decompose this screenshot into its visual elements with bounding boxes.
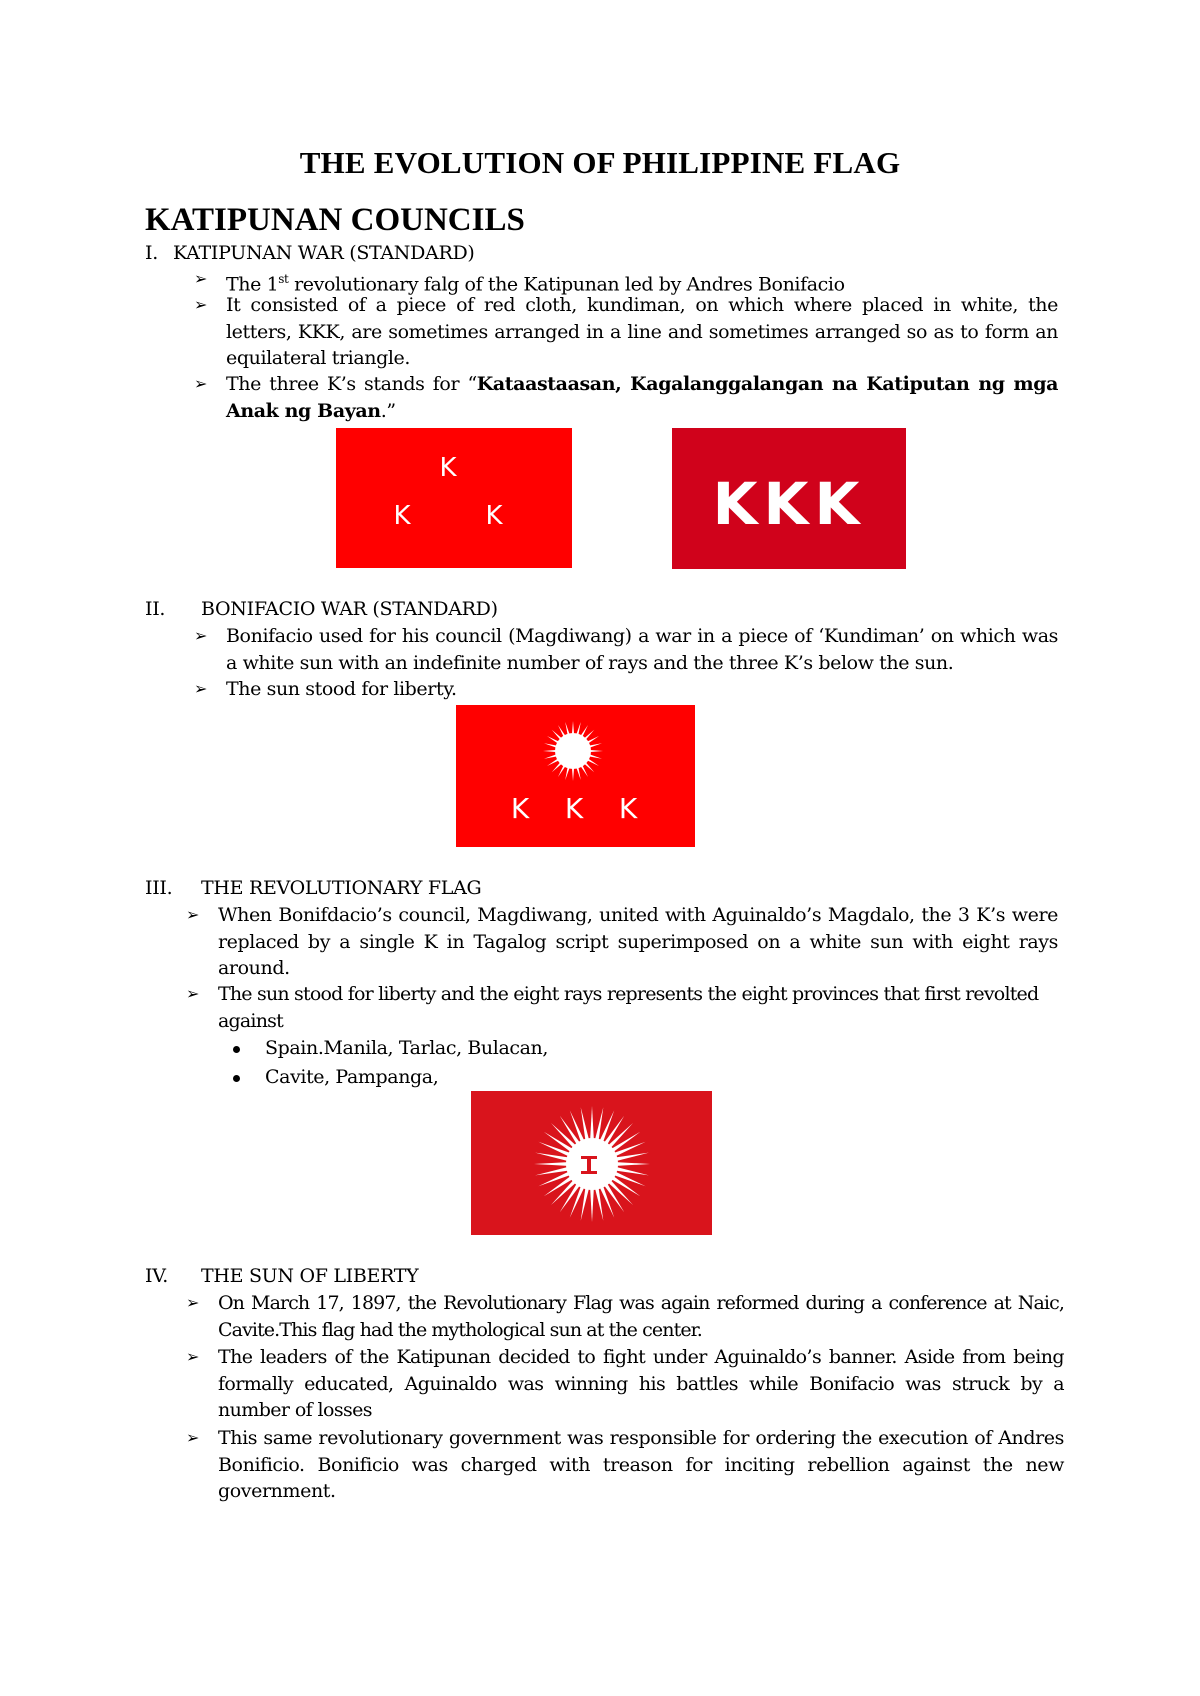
section-title: KATIPUNAN WAR (STANDARD): [173, 242, 475, 264]
bullet-dot-icon: [233, 1046, 240, 1053]
bullet-item: ➢ It consisted of a piece of red cloth, kundiman, on which where placed in white, the letters, KKK, are sometimes arranged in a line and sometimes arranged so as to form an equilateral triangle.: [194, 294, 1058, 369]
flag-letter: K: [510, 792, 530, 825]
arrow-bullet-icon: ➢: [194, 269, 208, 288]
bullet-item: ➢ When Bonifdacio’s council, Magdiwang, united with Aguinaldo’s Magdalo, the 3 K’s were replaced by a single K in Tagalog script superimposed on a white sun with eight rays around.: [186, 904, 1058, 979]
katipunan-line-flag: [672, 428, 906, 569]
sun-disc: [566, 1138, 618, 1190]
arrow-bullet-icon: ➢: [186, 1347, 199, 1366]
bullet-item: ➢ The sun stood for liberty.: [226, 676, 1058, 703]
section-2-heading: [145, 598, 498, 620]
revolutionary-flag: [471, 1091, 712, 1235]
arrow-bullet-icon: ➢: [194, 626, 208, 645]
bullet-item: ➢ The 1st revolutionary falg of the Katipunan led by Andres Bonifacio: [226, 266, 1058, 298]
flag-letter: K: [618, 792, 638, 825]
arrow-bullet-icon: ➢: [194, 374, 208, 393]
arrow-bullet-icon: ➢: [186, 1293, 199, 1312]
section-4-heading: [145, 1265, 418, 1287]
section-title: THE SUN OF LIBERTY: [201, 1265, 419, 1287]
bullet-item: ➢ On March 17, 1897, the Revolutionary Flag was again reformed during a conference at Naic, Cavite.This flag had the mythological sun at the center.: [186, 1292, 1064, 1341]
bullet-item: ➢ The sun stood for liberty and the eight rays represents the eight provinces that first revolted against: [186, 983, 1039, 1032]
flag-letter: K: [485, 501, 503, 531]
arrow-bullet-icon: ➢: [186, 1428, 200, 1447]
bullet-item: ➢ The leaders of the Katipunan decided to fight under Aguinaldo’s banner. Aside from being formally educated, Aguinaldo was winning his battles while Bonifacio was struck by a number of losses: [186, 1346, 1064, 1421]
mythological-sun-icon: [534, 1106, 650, 1222]
arrow-bullet-icon: ➢: [186, 905, 200, 924]
sub-list-item: Cavite, Pampanga,: [265, 1066, 438, 1088]
sun-disc: [555, 733, 591, 769]
sun-icon: [543, 721, 603, 781]
flag-field: [456, 705, 695, 847]
section-number: IV.: [145, 1265, 169, 1287]
flag-field: [336, 428, 572, 568]
flag-letter: K: [564, 792, 584, 825]
section-title: THE REVOLUTIONARY FLAG: [201, 877, 482, 899]
bonifacio-sun-flag: [456, 705, 695, 847]
flag-letter: K: [393, 501, 411, 531]
bullet-item: ➢ This same revolutionary government was responsible for ordering the execution of Andres Bonificio. Bonificio was charged with treason for inciting rebellion against the new government.: [186, 1427, 1064, 1502]
section-1-heading: [145, 242, 475, 264]
section-title: BONIFACIO WAR (STANDARD): [201, 598, 498, 620]
bullet-dot-icon: [233, 1075, 240, 1082]
arrow-bullet-icon: ➢: [186, 984, 199, 1003]
arrow-bullet-icon: ➢: [194, 679, 208, 698]
section-number: III.: [145, 877, 173, 899]
bullet-item: ➢ The three K’s stands for “Kataastaasan, Kagalanggalangan na Katiputan ng mga Anak ng Bayan.”: [194, 373, 1058, 422]
section-heading: KATIPUNAN COUNCILS: [145, 202, 525, 238]
section-number: II.: [145, 598, 166, 620]
katipunan-triangle-flag: [336, 428, 572, 568]
section-number: I.: [145, 242, 158, 264]
arrow-bullet-icon: ➢: [194, 295, 208, 314]
section-3-heading: [145, 877, 481, 899]
bullet-item: ➢ Bonifacio used for his council (Magdiwang) a war in a piece of ‘Kundiman’ on which was a white sun with an indefinite number of rays and the three K’s below the sun.: [194, 625, 1058, 674]
flag-letter: K: [439, 453, 457, 483]
flag-letters: KKK: [712, 470, 866, 538]
page-title: THE EVOLUTION OF PHILIPPINE FLAG: [299, 145, 901, 180]
sub-list-item: Spain.Manila, Tarlac, Bulacan,: [265, 1037, 548, 1059]
